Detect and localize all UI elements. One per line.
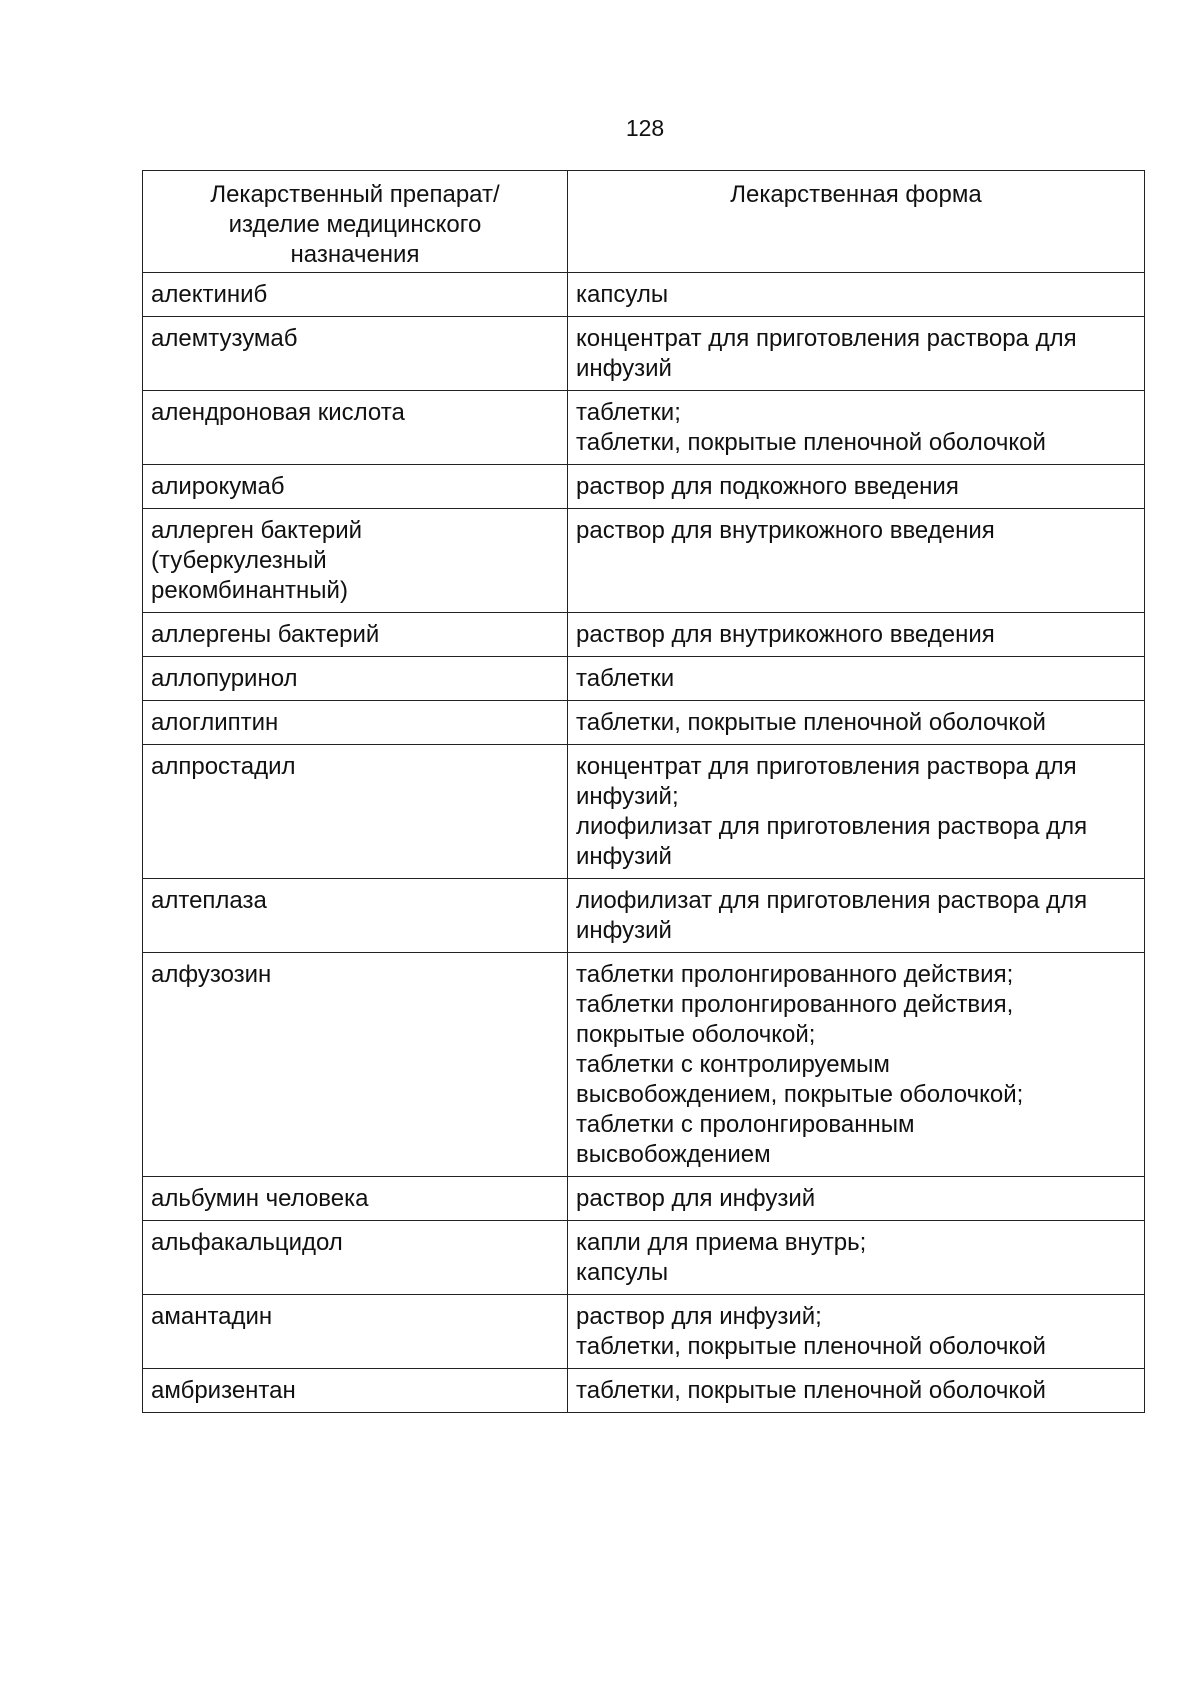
medication-name: алоглиптин xyxy=(151,709,279,736)
table-row xyxy=(143,509,1145,613)
dosage-form: таблетки с контролируемым xyxy=(576,1051,890,1078)
medication-name: алпростадил xyxy=(151,753,296,780)
table-row xyxy=(143,1221,1145,1295)
dosage-form-cell xyxy=(568,879,1145,953)
medication-name-cell xyxy=(143,1295,568,1369)
medication-name-cell xyxy=(143,1221,568,1295)
dosage-form: лиофилизат для приготовления раствора для xyxy=(576,887,1088,914)
dosage-form: раствор для внутрикожного введения xyxy=(576,621,995,648)
dosage-form-cell xyxy=(568,745,1145,879)
medication-name-cell xyxy=(143,657,568,701)
medication-name: амбризентан xyxy=(151,1377,296,1404)
medication-name-cell xyxy=(143,391,568,465)
header-dosage-form-line: Лекарственная форма xyxy=(730,181,982,208)
header-dosage-form xyxy=(568,171,1145,273)
header-medication xyxy=(143,171,568,273)
medication-name: алфузозин xyxy=(151,961,272,988)
dosage-form: высвобождением, покрытые оболочкой; xyxy=(576,1081,1024,1108)
dosage-form: таблетки, покрытые пленочной оболочкой xyxy=(576,709,1046,736)
medication-name: аллопуринол xyxy=(151,665,298,692)
medication-name: аллергены бактерий xyxy=(151,621,380,648)
medication-name: альфакальцидол xyxy=(151,1229,343,1256)
medication-name-cell xyxy=(143,613,568,657)
dosage-form: инфузий xyxy=(576,843,672,870)
medication-name-cell xyxy=(143,465,568,509)
medication-name-cell xyxy=(143,273,568,317)
table-body xyxy=(143,273,1145,1413)
dosage-form: таблетки пролонгированного действия; xyxy=(576,961,1014,988)
dosage-form-cell xyxy=(568,657,1145,701)
medication-name: алектиниб xyxy=(151,281,268,308)
table-header-row xyxy=(143,171,1145,273)
medication-name: (туберкулезный xyxy=(151,547,327,574)
dosage-form-cell xyxy=(568,391,1145,465)
medication-name: алемтузумаб xyxy=(151,325,298,352)
dosage-form: капли для приема внутрь; xyxy=(576,1229,867,1256)
table-row xyxy=(143,657,1145,701)
header-medication-line: Лекарственный препарат/ xyxy=(210,181,500,208)
medication-name-cell xyxy=(143,1369,568,1413)
dosage-form: капсулы xyxy=(576,281,669,308)
medication-name: амантадин xyxy=(151,1303,273,1330)
table-row xyxy=(143,613,1145,657)
dosage-form: покрытые оболочкой; xyxy=(576,1021,816,1048)
table-row xyxy=(143,745,1145,879)
dosage-form: таблетки; xyxy=(576,399,681,426)
dosage-form-cell xyxy=(568,953,1145,1177)
dosage-form: раствор для подкожного введения xyxy=(576,473,959,500)
dosage-form: раствор для инфузий; xyxy=(576,1303,822,1330)
dosage-form: раствор для внутрикожного введения xyxy=(576,517,995,544)
dosage-form: раствор для инфузий xyxy=(576,1185,816,1212)
dosage-form: инфузий xyxy=(576,355,672,382)
dosage-form: таблетки, покрытые пленочной оболочкой xyxy=(576,429,1046,456)
dosage-form: таблетки xyxy=(576,665,675,692)
dosage-form-cell xyxy=(568,273,1145,317)
dosage-form-cell xyxy=(568,1177,1145,1221)
medication-name-cell xyxy=(143,1177,568,1221)
dosage-form: концентрат для приготовления раствора для xyxy=(576,753,1077,780)
table-row xyxy=(143,273,1145,317)
table-row xyxy=(143,1369,1145,1413)
dosage-form: концентрат для приготовления раствора для xyxy=(576,325,1077,352)
table-row xyxy=(143,1177,1145,1221)
dosage-form-cell xyxy=(568,701,1145,745)
dosage-form-cell xyxy=(568,317,1145,391)
dosage-form-cell xyxy=(568,465,1145,509)
medication-name-cell xyxy=(143,953,568,1177)
table-row xyxy=(143,953,1145,1177)
dosage-form: капсулы xyxy=(576,1259,669,1286)
table-row xyxy=(143,317,1145,391)
dosage-form: инфузий xyxy=(576,917,672,944)
medication-name-cell xyxy=(143,879,568,953)
page-number: 128 xyxy=(625,115,665,141)
medication-name-cell xyxy=(143,317,568,391)
dosage-form: высвобождением xyxy=(576,1141,771,1168)
dosage-form-cell xyxy=(568,509,1145,613)
medication-name: алирокумаб xyxy=(151,473,285,500)
medication-name: альбумин человека xyxy=(151,1185,369,1212)
dosage-form: таблетки пролонгированного действия, xyxy=(576,991,1014,1018)
medication-name: рекомбинантный) xyxy=(151,577,348,604)
table-row xyxy=(143,879,1145,953)
table-row xyxy=(143,465,1145,509)
medication-table xyxy=(142,170,1145,1413)
dosage-form: инфузий; xyxy=(576,783,679,810)
table-row xyxy=(143,391,1145,465)
dosage-form-cell xyxy=(568,1221,1145,1295)
medication-name: алтеплаза xyxy=(151,887,267,914)
dosage-form-cell xyxy=(568,1369,1145,1413)
medication-name-cell xyxy=(143,509,568,613)
header-medication-line: изделие медицинского xyxy=(228,211,482,238)
dosage-form-cell xyxy=(568,1295,1145,1369)
header-medication-line: назначения xyxy=(290,241,420,268)
table-row xyxy=(143,1295,1145,1369)
medication-name: алендроновая кислота xyxy=(151,399,405,426)
dosage-form: лиофилизат для приготовления раствора для xyxy=(576,813,1088,840)
dosage-form-cell xyxy=(568,613,1145,657)
dosage-form: таблетки, покрытые пленочной оболочкой xyxy=(576,1377,1046,1404)
medication-name-cell xyxy=(143,745,568,879)
table-row xyxy=(143,701,1145,745)
medication-name-cell xyxy=(143,701,568,745)
dosage-form: таблетки, покрытые пленочной оболочкой xyxy=(576,1333,1046,1360)
medication-name: аллерген бактерий xyxy=(151,517,363,544)
dosage-form: таблетки с пролонгированным xyxy=(576,1111,915,1138)
